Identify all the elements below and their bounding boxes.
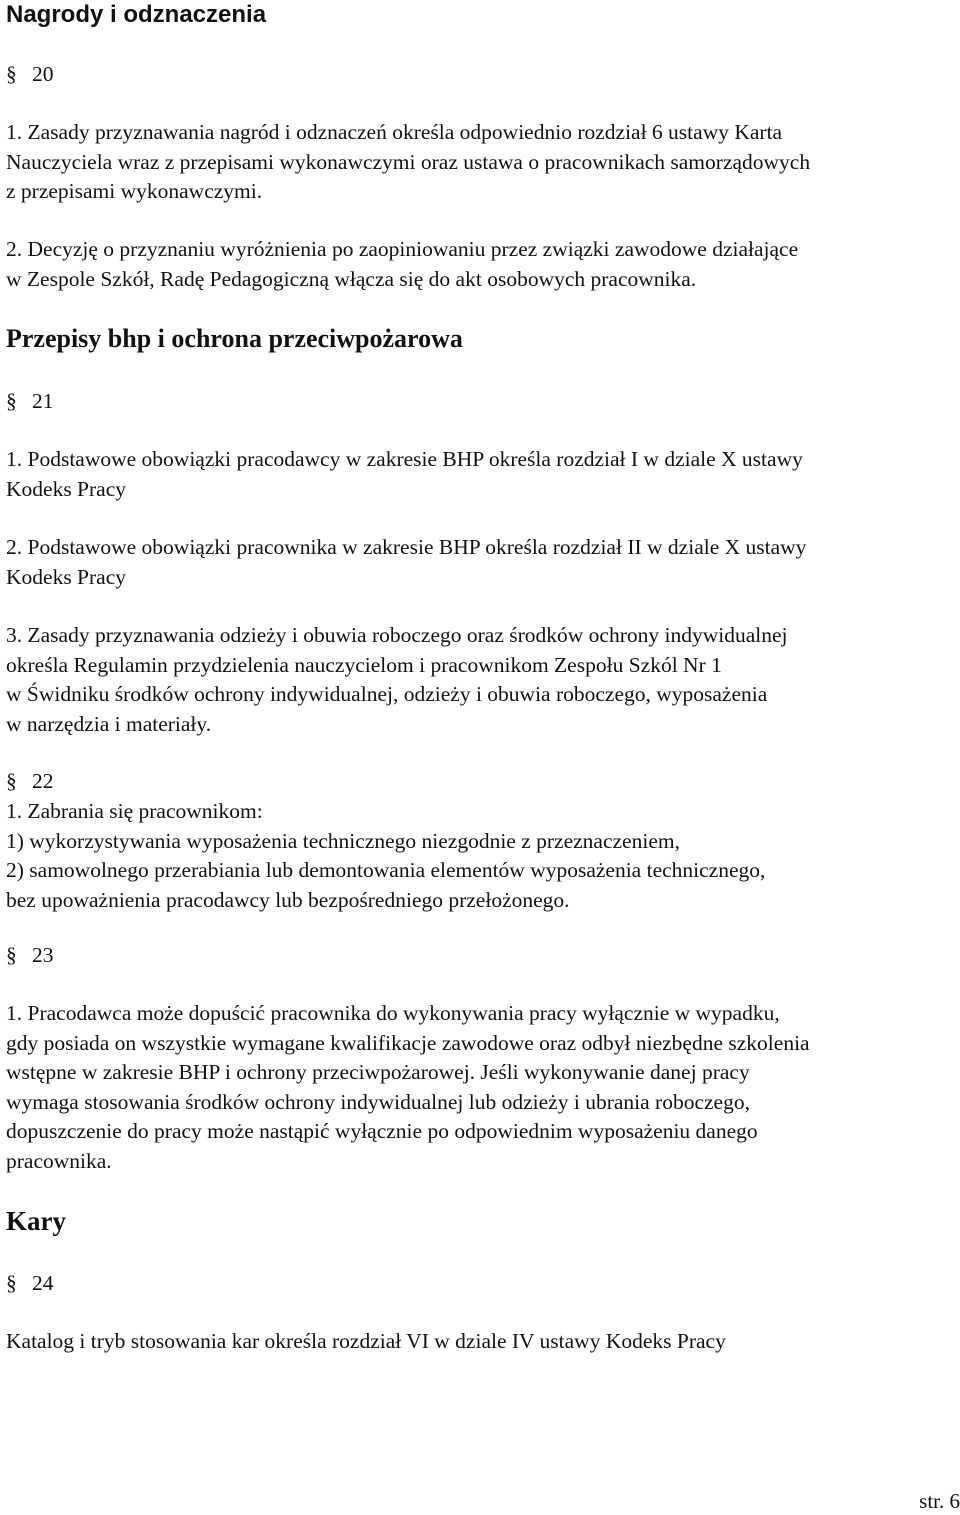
text-line: z przepisami wykonawczymi. xyxy=(6,179,263,203)
text-line: w narzędzia i materiały. xyxy=(6,711,212,736)
text-line: dopuszczenie do pracy może nastąpić wyłącznie po odpowiednim wyposażeniu danego xyxy=(6,1119,758,1143)
heading-awards: Nagrody i odznaczenia xyxy=(6,1,267,28)
section-22-paragraph xyxy=(6,797,952,915)
section-mark: § xyxy=(6,62,17,86)
text-line: Katalog i tryb stosowania kar określa rozdział VI w dziale IV ustawy Kodeks Pracy xyxy=(6,1329,726,1353)
text-line: w Zespole Szkół, Radę Pedagogiczną włącza się do akt osobowych pracownika. xyxy=(6,266,697,291)
section-number: 22 xyxy=(32,769,54,793)
section-20 xyxy=(6,60,952,90)
text-line: 3. Zasady przyznawania odzieży i obuwia roboczego oraz środków ochrony indywidualnej xyxy=(6,623,788,647)
section-21 xyxy=(6,387,952,417)
page-number: str. 6 xyxy=(919,1489,960,1513)
text-line: w Świdniku środków ochrony indywidualnej, odzieży i obuwia roboczego, wyposażenia xyxy=(6,682,768,706)
text-line: Nauczyciela wraz z przepisami wykonawczymi oraz ustawa o pracownikach samorządowych xyxy=(6,149,811,174)
text-line: wstępne w zakresie BHP i ochrony przeciwpożarowej. Jeśli wykonywanie danej pracy xyxy=(6,1060,750,1084)
bhp-paragraph-1 xyxy=(6,445,952,504)
text-line: 1. Podstawowe obowiązki pracodawcy w zakresie BHP określa rozdział I w dziale X ustawy xyxy=(6,447,803,471)
text-line: określa Regulamin przydzielenia nauczycielom i pracownikom Zespołu Szkól Nr 1 xyxy=(6,652,722,677)
text-line: bez upoważnienia pracodawcy lub bezpośredniego przełożonego. xyxy=(6,887,570,912)
text-line: Kodeks Pracy xyxy=(6,476,127,501)
text-line: pracownika. xyxy=(6,1148,112,1173)
text-line: Kodeks Pracy xyxy=(6,564,127,589)
section-number: 21 xyxy=(32,389,54,413)
text-line: 1. Pracodawca może dopuścić pracownika do wykonywania pracy wyłącznie w wypadku, xyxy=(6,1001,780,1025)
awards-paragraph-1 xyxy=(6,118,952,207)
text-line: 2. Decyzję o przyznaniu wyróżnienia po zaopiniowaniu przez związki zawodowe działające xyxy=(6,237,799,261)
section-mark: § xyxy=(6,1271,17,1295)
kary-paragraph xyxy=(6,1327,952,1357)
section-number: 24 xyxy=(32,1271,54,1295)
heading-kary: Kary xyxy=(6,1206,66,1236)
section-mark: § xyxy=(6,769,17,793)
text-line: 2. Podstawowe obowiązki pracownika w zakresie BHP określa rozdział II w dziale X ustawy xyxy=(6,535,807,559)
text-line: 1) wykorzystywania wyposażenia technicznego niezgodnie z przeznaczeniem, xyxy=(6,828,680,853)
section-23 xyxy=(6,941,952,971)
section-mark: § xyxy=(6,389,17,413)
text-line: 2) samowolnego przerabiania lub demontowania elementów wyposażenia technicznego, xyxy=(6,858,766,882)
section-mark: § xyxy=(6,943,17,967)
text-line: 1. Zabrania się pracownikom: xyxy=(6,799,263,823)
awards-paragraph-2 xyxy=(6,235,952,294)
heading-bhp: Przepisy bhp i ochrona przeciwpożarowa xyxy=(6,324,463,353)
text-line: wymaga stosowania środków ochrony indywidualnej lub odzieży i ubrania roboczego, xyxy=(6,1089,750,1114)
bhp-paragraph-3 xyxy=(6,621,952,739)
text-line: gdy posiada on wszystkie wymagane kwalifikacje zawodowe oraz odbył niezbędne szkolenia xyxy=(6,1030,810,1055)
section-number: 20 xyxy=(32,62,54,86)
section-24 xyxy=(6,1269,952,1299)
section-22 xyxy=(6,767,952,797)
bhp-paragraph-2 xyxy=(6,533,952,592)
section-number: 23 xyxy=(32,943,54,967)
text-line: 1. Zasady przyznawania nagród i odznaczeń określa odpowiednio rozdział 6 ustawy Karta xyxy=(6,120,783,144)
section-23-paragraph xyxy=(6,999,952,1176)
